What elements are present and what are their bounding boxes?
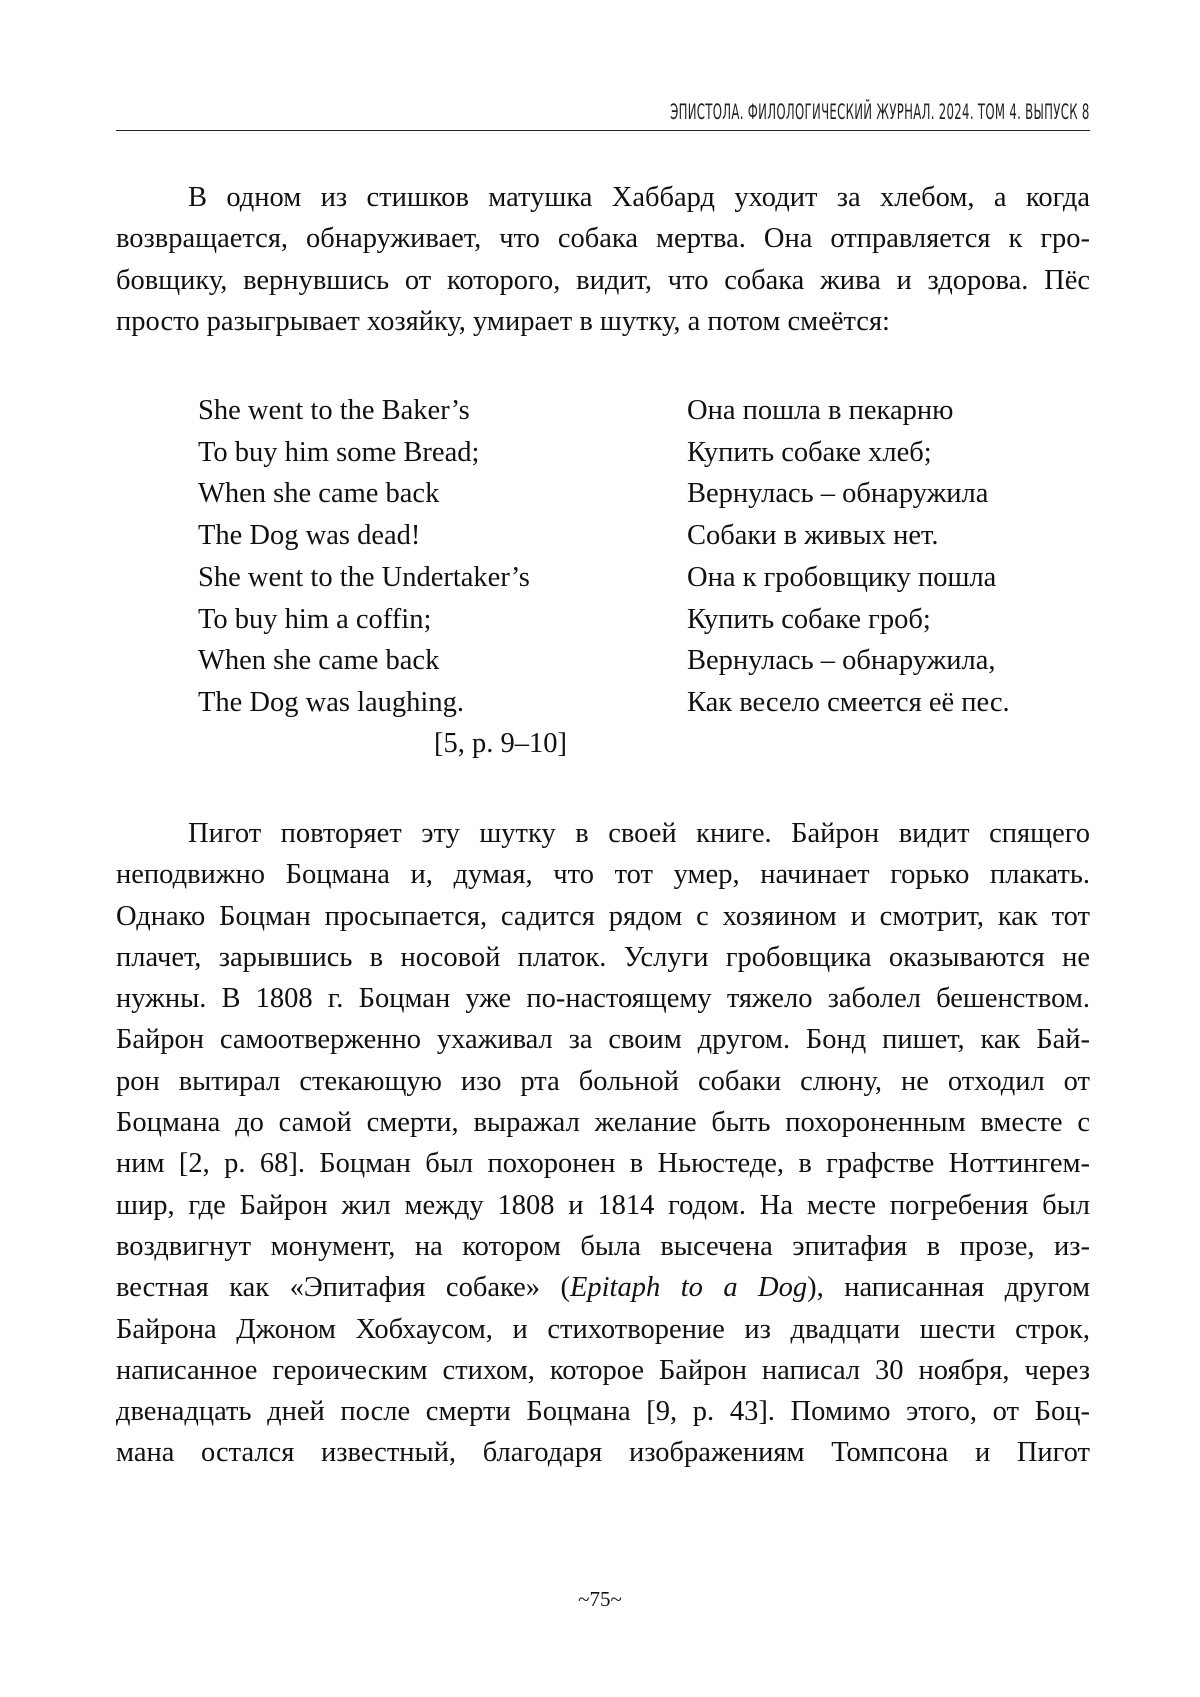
verse-line: Она пошла в пекарню <box>687 395 954 426</box>
paragraph-intro <box>116 177 1090 342</box>
text-line: Байрон самоотверженно ухаживал за своим другом. Бонд пишет, как Бай- <box>116 1024 1090 1056</box>
page-number: ~75~ <box>578 1587 622 1611</box>
verse-line: Купить собаке хлеб; <box>687 436 932 468</box>
running-header <box>116 90 1090 131</box>
journal-title: ЭПИСТОЛА. ФИЛОЛОГИЧЕСКИЙ ЖУРНАЛ. 2024. ТОМ 4. ВЫПУСК 8 <box>670 100 1090 124</box>
verse-line: She went to the Baker’s <box>198 395 470 426</box>
verse-line: To buy him some Bread; <box>198 436 480 468</box>
italic-title: Epitaph to a Dog <box>569 1272 808 1304</box>
verse-line: The Dog was dead! <box>198 520 421 552</box>
text-line: Пигот повторяет эту шутку в своей книге. Байрон видит спящего <box>188 818 1090 849</box>
text-line: двенадцать дней после смерти Боцмана [9, p. 43]. Помимо этого, от Боц- <box>116 1396 1090 1428</box>
text-line: мана остался известный, благодаря изображениям Томпсона и Пигот <box>116 1437 1090 1469</box>
verse-line: Она к гробовщику пошла <box>687 561 997 593</box>
text-line: Однако Боцман просыпается, садится рядом с хозяином и смотрит, как тот <box>116 900 1090 932</box>
text-line: возвращается, обнаруживает, что собака мертва. Она отправляется к гро- <box>116 223 1090 255</box>
text-line: просто разыгрывает хозяйку, умирает в шутку, а потом смеётся: <box>116 305 890 337</box>
text-segment: ), написанная другом <box>807 1272 1090 1304</box>
text-line: Боцмана до самой смерти, выражал желание быть похороненным вместе с <box>116 1107 1090 1139</box>
poem-citation: [5, p. 9–10] <box>434 728 567 759</box>
verse-line: To buy him a coffin; <box>198 603 432 635</box>
text-line: нужны. В 1808 г. Боцман уже по-настоящему тяжело заболел бешенством. <box>116 983 1090 1015</box>
verse-line: Собаки в живых нет. <box>687 520 939 552</box>
text-line: рон вытирал стекающую изо рта больной собаки слюну, не отходил от <box>116 1065 1090 1097</box>
verse-line: The Dog was laughing. <box>198 686 464 718</box>
text-line: ним [2, p. 68]. Боцман был похоронен в Ньюстеде, в графстве Ноттингем- <box>116 1148 1090 1180</box>
text-line: воздвигнут монумент, на котором была высечена эпитафия в прозе, из- <box>116 1230 1090 1262</box>
text-line: В одном из стишков матушка Хаббард уходит за хлебом, а когда <box>188 182 1090 213</box>
verse-line: Вернулась – обнаружила <box>687 478 989 510</box>
verse-line: Как весело смеется её пес. <box>687 686 1010 718</box>
text-line-mixed <box>116 1267 1090 1308</box>
text-line: бовщику, вернувшись от которого, видит, что собака жива и здорова. Пёс <box>116 264 1090 296</box>
text-line: плачет, зарывшись в носовой платок. Услуги гробовщика оказываются не <box>116 941 1090 973</box>
verse-line: When she came back <box>198 645 440 677</box>
verse-line: Купить собаке гроб; <box>687 603 931 635</box>
paragraph-body <box>116 813 1090 1474</box>
poem-russian <box>687 390 1010 724</box>
text-line: неподвижно Боцмана и, думая, что тот умер, начинает горько плакать. <box>116 859 1090 891</box>
poem-english <box>198 390 530 724</box>
verse-line: Вернулась – обнаружила, <box>687 645 996 677</box>
text-segment: вестная как «Эпитафия собаке» ( <box>116 1272 570 1304</box>
verse-line: When she came back <box>198 478 440 510</box>
text-line: шир, где Байрон жил между 1808 и 1814 годом. На месте погребения был <box>116 1189 1090 1221</box>
text-line: написанное героическим стихом, которое Байрон написал 30 ноября, через <box>116 1354 1090 1386</box>
verse-line: She went to the Undertaker’s <box>198 561 530 593</box>
text-line: Байрона Джоном Хобхаусом, и стихотворение из двадцати шести строк, <box>116 1313 1090 1345</box>
